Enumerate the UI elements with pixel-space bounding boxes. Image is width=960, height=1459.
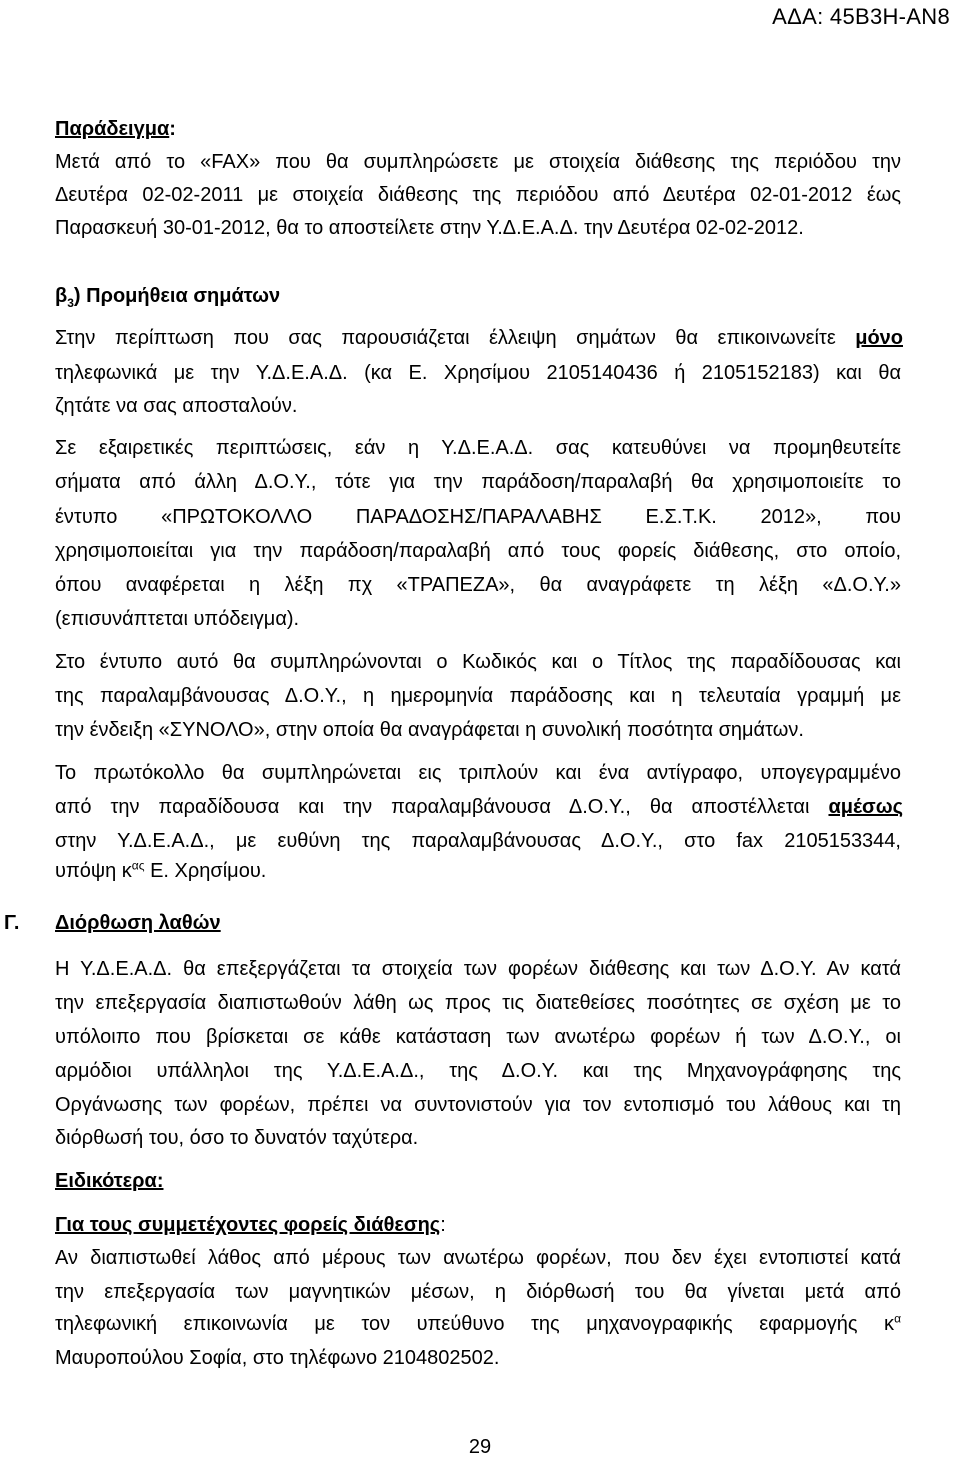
b3-p2-line-2: σήματα από άλλη Δ.Ο.Υ., τότε για την παράδοση/παραλαβή θα χρησιμοποιείτε το	[55, 471, 901, 493]
b3-p2-line-4: χρησιμοποιείται για την παράδοση/παραλαβή από τους φορείς διάθεσης, στο οποίο,	[55, 540, 901, 562]
emphasis-immediately: αμέσως	[828, 796, 903, 818]
b3-p4-line-2: από την παραδίδουσα και την παραλαμβάνουσα Δ.Ο.Υ., θα αποστέλλεται αμέσως	[55, 796, 903, 818]
section-g-line-5: Οργάνωσης των φορέων, πρέπει να συντονιστούν για τον εντοπισμό του λάθους και τη	[55, 1094, 901, 1116]
example-heading-line: Παράδειγμα:	[55, 118, 176, 140]
b3-p4-line-4: υπόψη $\kappa^{\alpha\varsigma}$ Ε. Χρησίμου.	[55, 858, 267, 882]
section-g-line-6: διόρθωσή του, όσο το δυνατόν ταχύτερα.	[55, 1127, 419, 1149]
specifically-heading: Ειδικότερα:	[55, 1170, 164, 1192]
b3-p2-line-3: έντυπο «ΠΡΩΤΟΚΟΛΛΟ ΠΑΡΑΔΟΣΗΣ/ΠΑΡΑΛΑΒΗΣ Ε.Σ.Τ.Κ. 2012», που	[55, 506, 901, 528]
b3-p4-line-3: στην Υ.Δ.Ε.Α.Δ., με ευθύνη της παραλαμβάνουσας Δ.Ο.Υ., στο fax 2105153344,	[55, 830, 901, 852]
example-line-1: Μετά από το «FAX» που θα συμπληρώσετε με στοιχεία διάθεσης της περιόδου την	[55, 151, 901, 173]
emphasis-only: μόνο	[855, 327, 903, 349]
b3-p1-line-3: ζητάτε να σας αποσταλούν.	[55, 395, 298, 417]
b3-p1-line-2: τηλεφωνικά με την Υ.Δ.Ε.Α.Δ. (κα Ε. Χρησίμου 2105140436 ή 2105152183) και θα	[55, 362, 901, 384]
participants-line-2: την επεξεργασία των μαγνητικών μέσων, η διόρθωσή του θα γίνεται μετά από	[55, 1281, 901, 1303]
participants-heading: Για τους συμμετέχοντες φορείς διάθεσης	[55, 1214, 441, 1236]
example-heading: Παράδειγμα	[55, 118, 170, 140]
participants-line-4: Μαυροπούλου Σοφία, στο τηλέφωνο 2104802502.	[55, 1347, 500, 1369]
section-g-line-3: υπόλοιπο που βρίσκεται σε κάθε κατάσταση των ανωτέρω φορέων ή των Δ.Ο.Υ., οι	[55, 1026, 901, 1048]
b3-p3-line-2: της παραλαμβάνουσας Δ.Ο.Υ., η ημερομηνία παράδοσης και η τελευταία γραμμή με	[55, 685, 901, 707]
participants-line-1: Αν διαπιστωθεί λάθος από μέρους των ανωτέρω φορέων, που δεν έχει εντοπιστεί κατά	[55, 1247, 901, 1269]
b3-p3-line-3: την ένδειξη «ΣΥΝΟΛΟ», στην οποία θα αναγράφεται η συνολική ποσότητα σημάτων.	[55, 719, 804, 741]
b3-p2-line-5: όπου αναφέρεται η λέξη πχ «ΤΡΑΠΕΖΑ», θα αναγράφετε τη λέξη «Δ.Ο.Υ.»	[55, 574, 901, 596]
section-g-title: Διόρθωση λαθών	[55, 912, 221, 934]
participants-line-3: τηλεφωνική επικοινωνία με τον υπεύθυνο της μηχανογραφικής εφαρμογής $\kappa^\alpha$	[55, 1311, 901, 1335]
b3-p1-line-1: Στην περίπτωση που σας παρουσιάζεται έλλειψη σημάτων θα επικοινωνείτε μόνο	[55, 327, 903, 349]
participants-heading-line: Για τους συμμετέχοντες φορείς διάθεσης:	[55, 1214, 446, 1236]
section-g-line-2: την επεξεργασία διαπιστωθούν λάθη ως προς τις διατεθείσες ποσότητες σε σχέση με το	[55, 992, 901, 1014]
page-number: 29	[468, 1436, 492, 1458]
section-g-line-1: Η Υ.Δ.Ε.Α.Δ. θα επεξεργάζεται τα στοιχεία των φορέων διάθεσης και των Δ.Ο.Υ. Αν κατά	[55, 958, 901, 980]
b3-p2-line-1: Σε εξαιρετικές περιπτώσεις, εάν η Υ.Δ.Ε.Α.Δ. σας κατευθύνει να προμηθευτείτε	[55, 437, 901, 459]
example-line-2: Δευτέρα 02-02-2011 με στοιχεία διάθεσης της περιόδου από Δευτέρα 02-01-2012 έως	[55, 184, 901, 206]
section-g-label: Γ.	[4, 912, 20, 934]
ada-code: ΑΔΑ: 45Β3Η-ΑΝ8	[772, 4, 950, 29]
section-g-line-4: αρμόδιοι υπάλληλοι της Υ.Δ.Ε.Α.Δ., της Δ.Ο.Υ. και της Μηχανογράφησης της	[55, 1060, 901, 1082]
b3-p2-line-6: (επισυνάπτεται υπόδειγμα).	[55, 608, 300, 630]
b3-p4-line-1: Το πρωτόκολλο θα συμπληρώνεται εις τριπλούν και ένα αντίγραφο, υπογεγραμμένο	[55, 762, 901, 784]
example-line-3: Παρασκευή 30-01-2012, θα το αποστείλετε στην Υ.Δ.Ε.Α.Δ. την Δευτέρα 02-02-2012.	[55, 217, 804, 239]
b3-heading: $\beta_3$) Προμήθεια σημάτων	[55, 285, 281, 310]
b3-p3-line-1: Στο έντυπο αυτό θα συμπληρώνονται ο Κωδικός και ο Τίτλος της παραδίδουσας και	[55, 651, 901, 673]
